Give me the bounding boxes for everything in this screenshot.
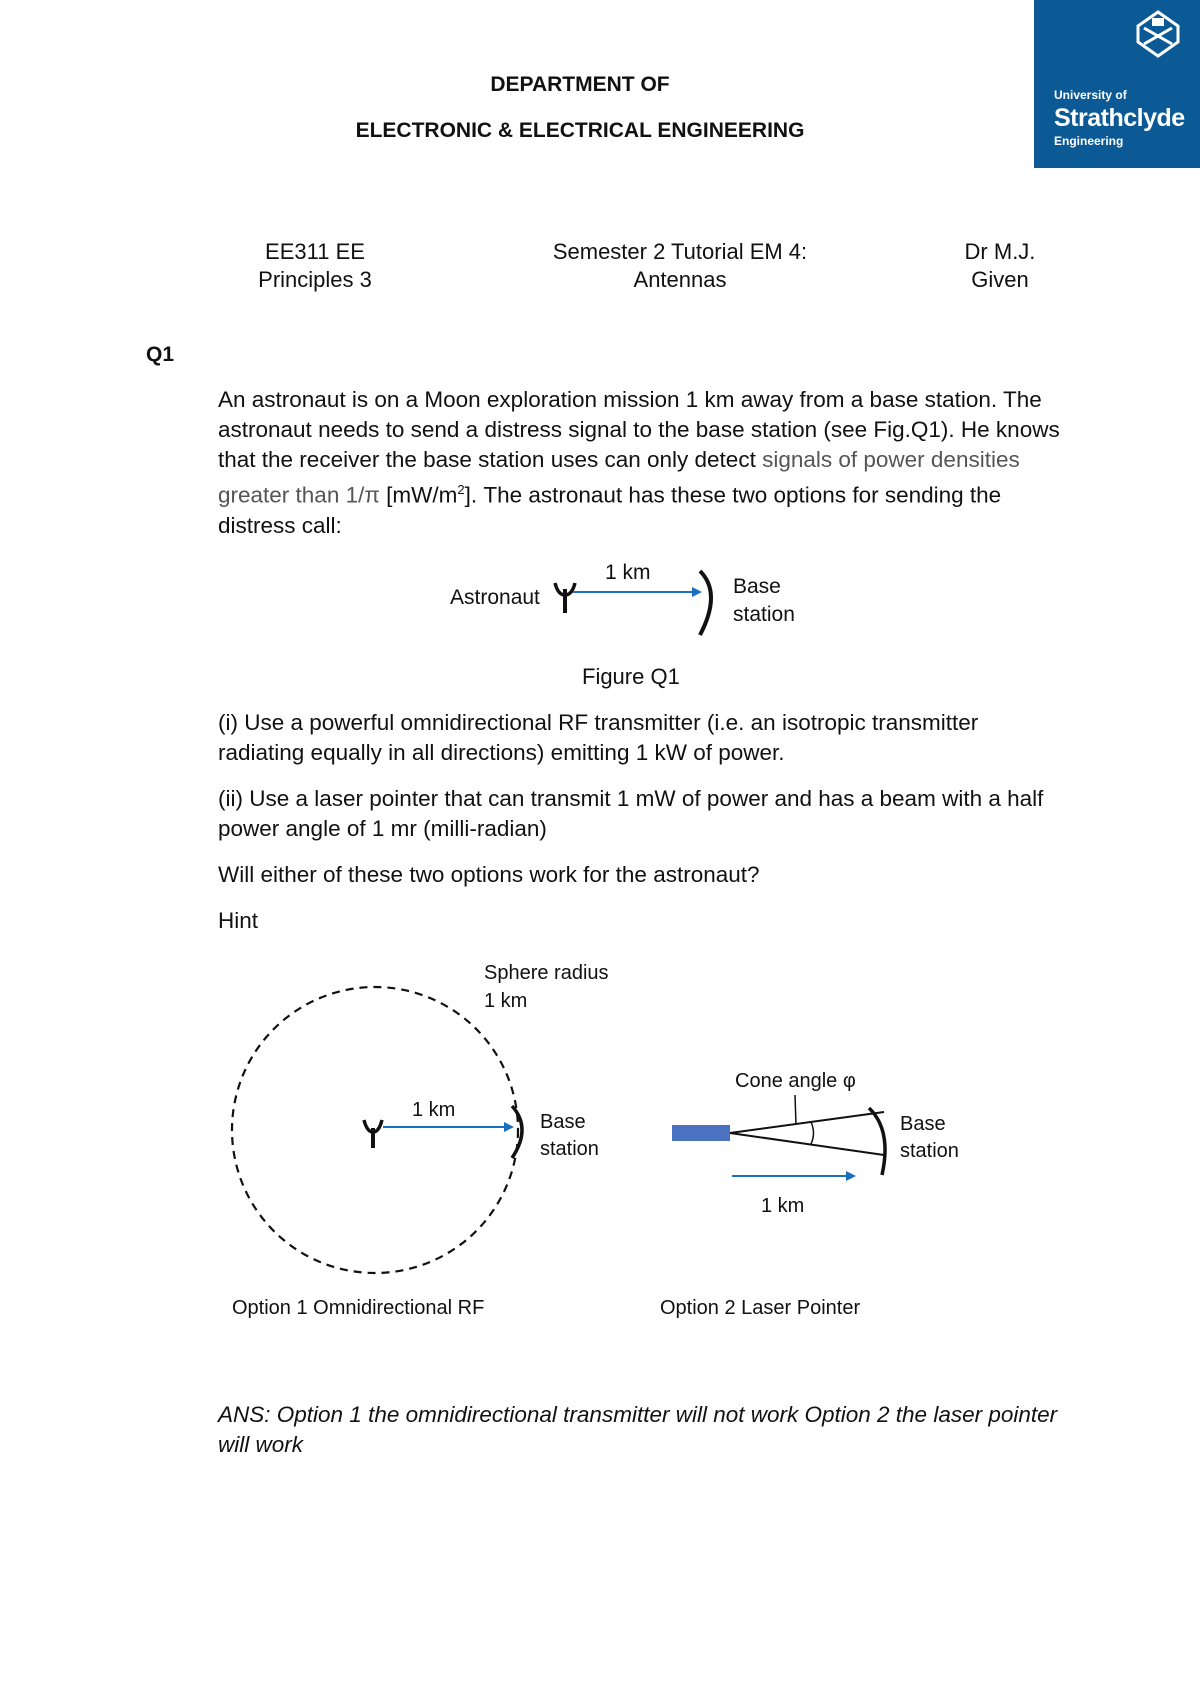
question-label: Q1 xyxy=(146,343,175,366)
intro-superscript: 2 xyxy=(457,482,465,497)
dish-icon xyxy=(869,1108,885,1175)
sphere-label-2: 1 km xyxy=(484,990,528,1012)
cone-lower-edge xyxy=(730,1133,884,1155)
intro-text-1: An astronaut is on a Moon exploration mission 1 km away from a base station. The astronaut needs to send a distress signal to the base station (see Fig.Q1). He knows that the receiver the base station uses can only detect xyxy=(218,387,1060,472)
dish-icon xyxy=(700,571,711,635)
radius-arrow-head xyxy=(504,1122,514,1132)
cone-label: Cone angle φ xyxy=(735,1070,856,1092)
option-2-text: (ii) Use a laser pointer that can transmit 1 mW of power and has a beam with a half power angle of 1 mr (milli-radian) xyxy=(218,786,1044,841)
base-2-line-1: Base xyxy=(900,1113,946,1135)
figure-caption: Figure Q1 xyxy=(582,664,680,689)
laser-pointer xyxy=(672,1125,730,1141)
distance-2-arrow-head xyxy=(846,1171,856,1181)
lecturer-line-2: Given xyxy=(971,267,1029,292)
figure-q1 xyxy=(430,555,830,655)
hint-figure xyxy=(220,950,959,1320)
lecturer-name xyxy=(930,238,1070,294)
antenna-icon xyxy=(364,1120,382,1148)
question-ask: Will either of these two options work for the astronaut? xyxy=(218,862,760,887)
title-line-2: Antennas xyxy=(633,267,727,292)
distance-arrow-head xyxy=(692,587,702,597)
tutorial-title xyxy=(500,238,860,294)
course-line-2: Principles 3 xyxy=(258,267,372,292)
cone-angle-arc xyxy=(811,1122,814,1144)
course-code xyxy=(215,238,415,294)
logo-line-2: Strathclyde xyxy=(1054,104,1185,132)
base-1-line-2: station xyxy=(540,1138,599,1160)
hint-label: Hint xyxy=(218,908,259,933)
option-1-text: (i) Use a powerful omnidirectional RF transmitter (i.e. an isotropic transmitter radiating equally in all directions) emitting 1 kW of power. xyxy=(218,710,979,765)
radius-label: 1 km xyxy=(412,1099,456,1121)
intro-text-2: [mW/m xyxy=(379,482,458,508)
option-1-caption: Option 1 Omnidirectional RF xyxy=(232,1297,485,1319)
base-line-1: Base xyxy=(733,575,781,598)
base-2-line-2: station xyxy=(900,1140,959,1162)
question-intro xyxy=(218,385,1068,541)
cone-upper-edge xyxy=(730,1112,884,1133)
department-line-2: ELECTRONIC & ELECTRICAL ENGINEERING xyxy=(355,119,805,142)
sphere-label-1: Sphere radius xyxy=(484,962,609,984)
antenna-icon xyxy=(555,583,575,613)
option-2-caption: Option 2 Laser Pointer xyxy=(660,1297,861,1319)
logo-line-3: Engineering xyxy=(1054,134,1124,148)
base-1-line-1: Base xyxy=(540,1111,586,1133)
base-line-2: station xyxy=(733,603,795,626)
intro-text-3: ]. The astronaut has these two options for sending the distress call: xyxy=(218,482,1002,538)
distance-2-label: 1 km xyxy=(761,1195,805,1217)
department-line-1: DEPARTMENT OF xyxy=(490,73,670,96)
distance-label: 1 km xyxy=(605,561,651,584)
title-line-1: Semester 2 Tutorial EM 4: xyxy=(552,239,808,264)
crest-icon xyxy=(1130,8,1186,60)
lecturer-line-1: Dr M.J. xyxy=(964,239,1036,264)
answer-text: ANS: Option 1 the omnidirectional transmitter will not work Option 2 the laser pointer will work xyxy=(218,1402,1058,1457)
astronaut-label: Astronaut xyxy=(450,586,540,609)
cone-label-pointer xyxy=(795,1095,796,1125)
logo-line-1: University of xyxy=(1054,88,1127,102)
intro-text-grey: signals of power densities greater than 1/π xyxy=(218,447,1020,508)
course-line-1: EE311 EE xyxy=(265,239,365,264)
